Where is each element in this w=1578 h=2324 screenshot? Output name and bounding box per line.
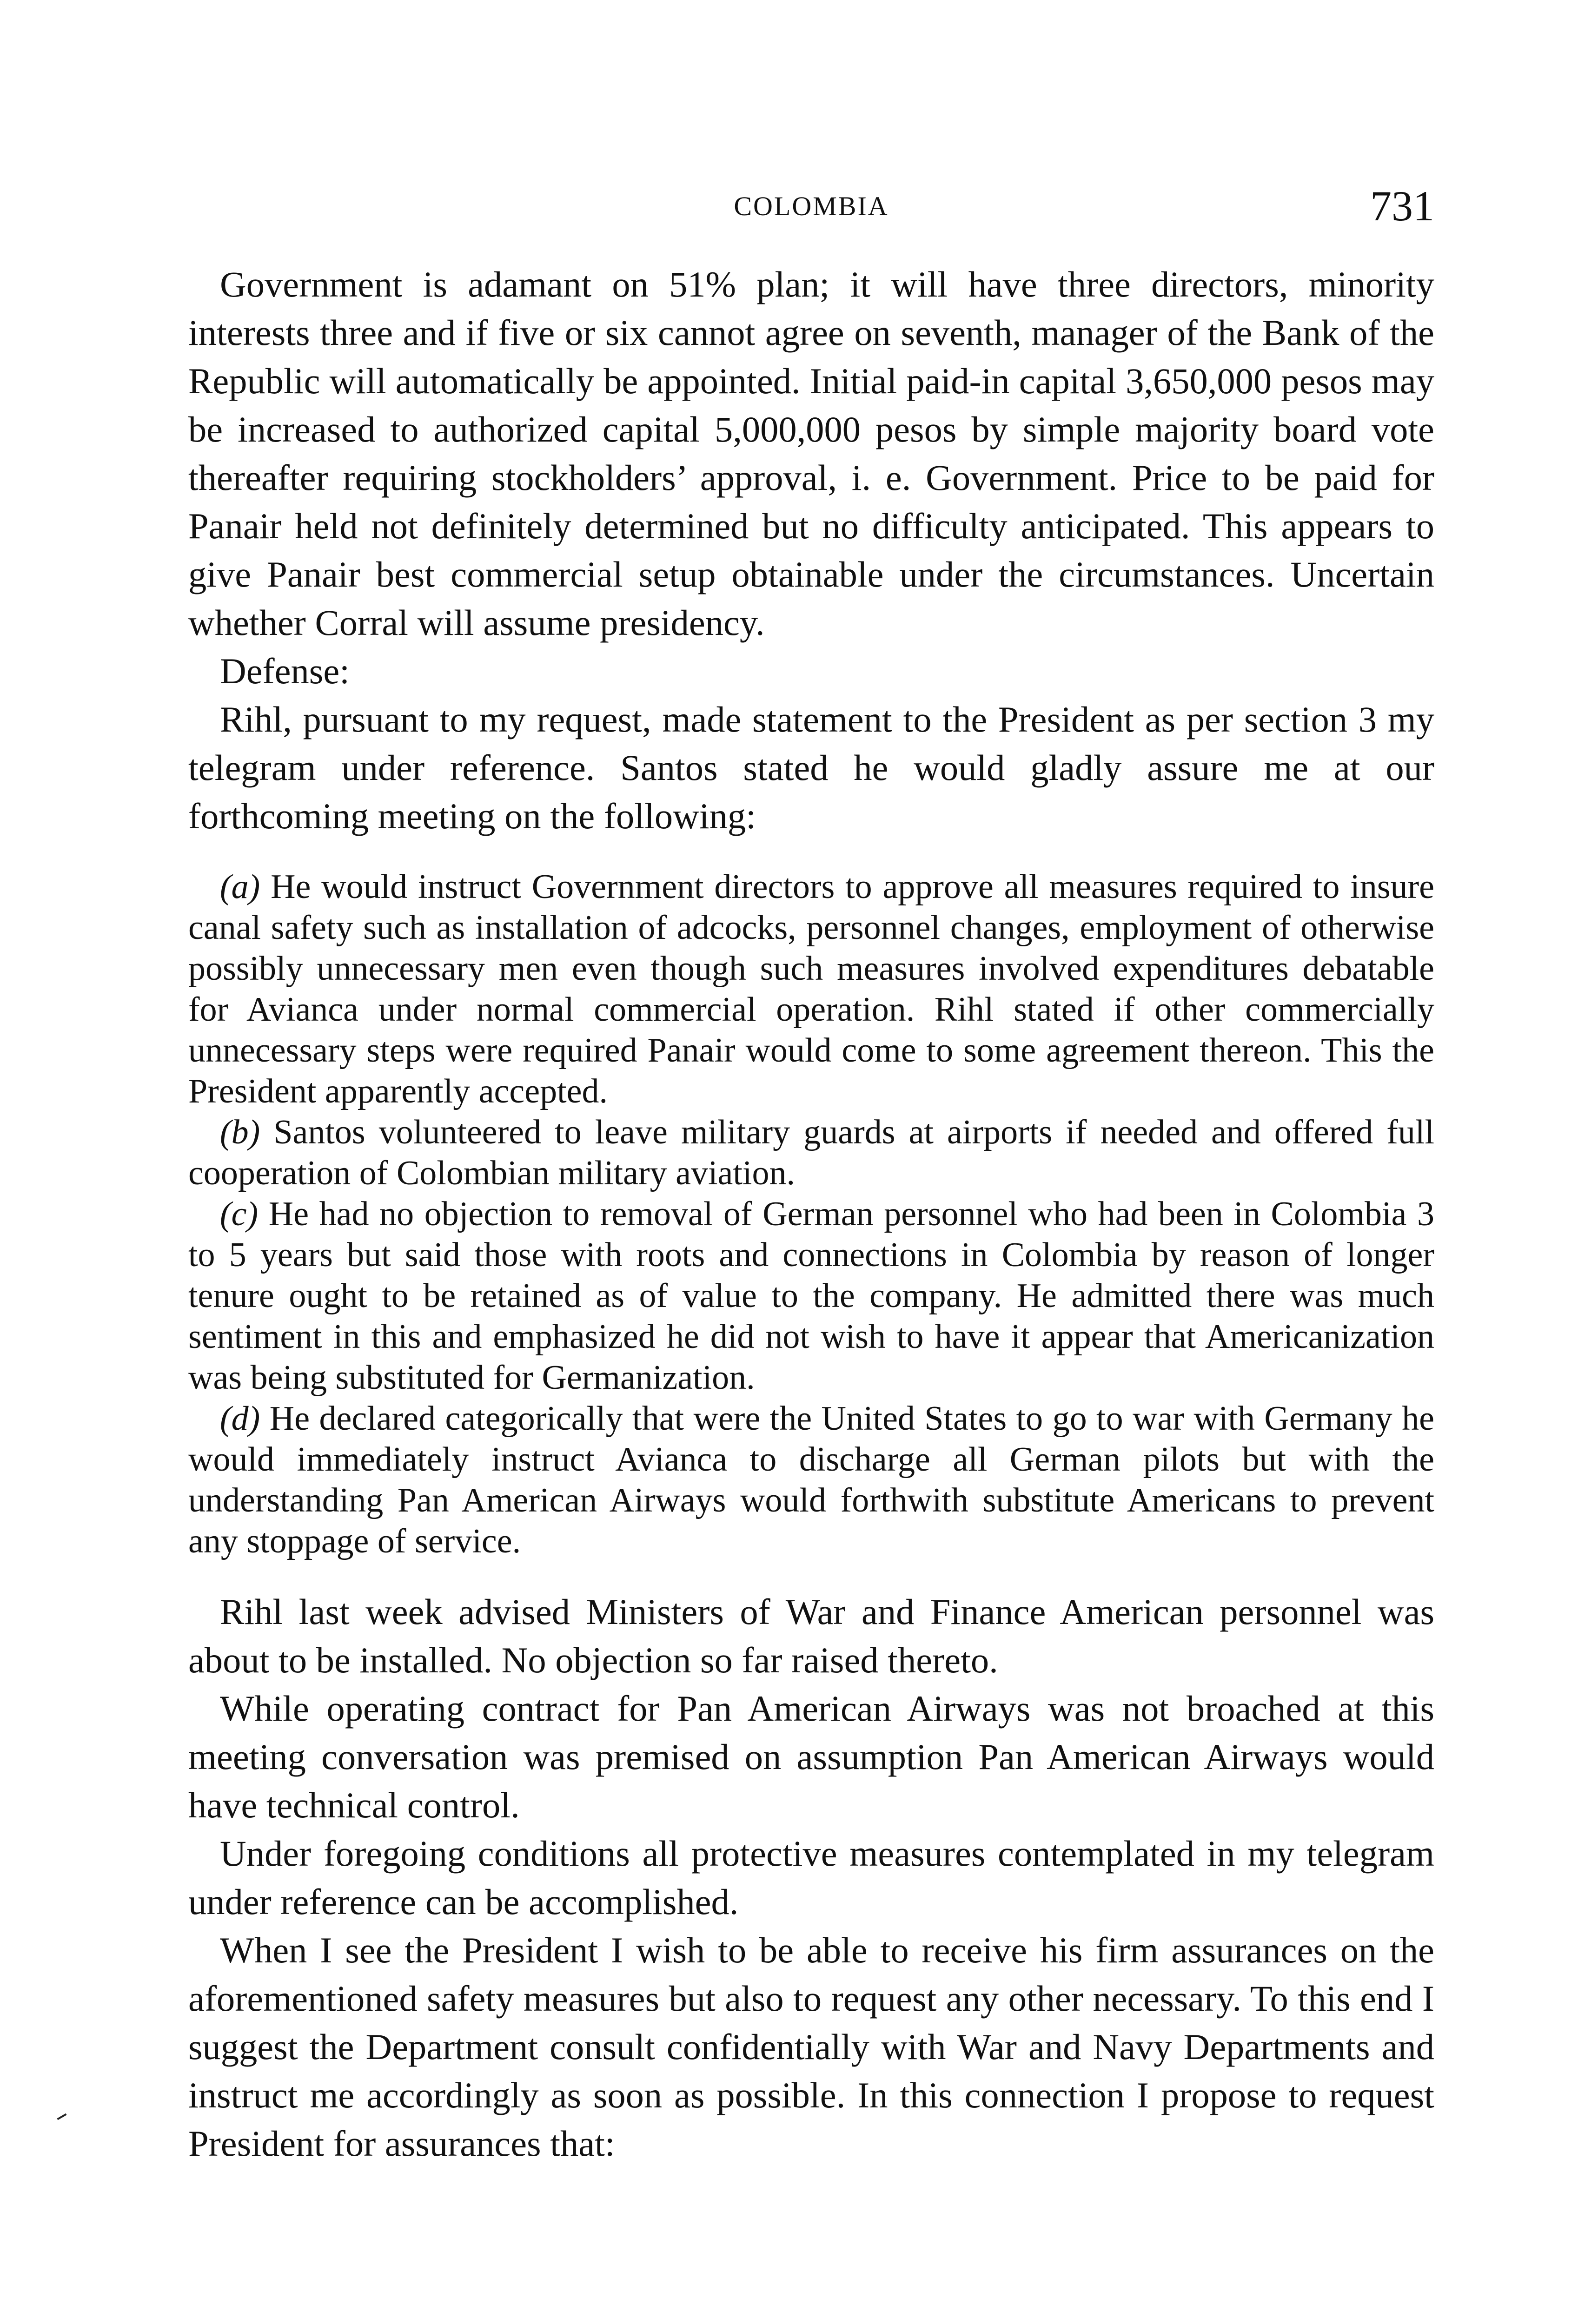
list-marker-d: (d)	[220, 1400, 260, 1438]
list-text-b: Santos volunteered to leave military guards at airports if needed and offered full cooperation of Colombian military aviation.	[188, 1113, 1435, 1192]
running-header	[188, 181, 1434, 232]
margin-mark	[57, 2113, 66, 2120]
defense-heading: Defense:	[220, 651, 350, 691]
paragraph-government-plan: Government is adamant on 51% plan; it will have three directors, minority interests three and if five or six cannot agree on seventh, manager of the Bank of the Republic will automatically be appointed. Initial paid-in capital 3,650,000 pesos may be increased to authorized capital 5,000,000 pesos by simple majority board vote thereafter requiring stockholders’ approval, i. e. Government. Price to be paid for Panair held not definitely determined but no difficulty anticipated. This appears to give Panair best commercial setup obtainable under the circumstances. Uncertain whether Corral will assume presidency.	[188, 264, 1434, 643]
list-item-a	[188, 866, 1434, 1112]
list-item-d	[188, 1398, 1434, 1562]
paragraph-personnel: Rihl last week advised Ministers of War and Finance American personnel was about to be installed. No objection so far raised thereto.	[188, 1591, 1434, 1680]
paragraph-request-assurances: When I see the President I wish to be able to receive his firm assurances on the aforementioned safety measures but also to request any other necessary. To this end I suggest the Department consult confidentially with War and Navy Departments and instruct me accordingly as soon as possible. In this connection I propose to request President for assurances that:	[188, 1930, 1434, 2164]
list-text-d: He declared categorically that were the United States to go to war with Germany he would immediately instruct Avianca to discharge all German pilots but with the understanding Pan American Airways would forthwith substitute Americans to prevent any stoppage of service.	[188, 1400, 1435, 1560]
page-number: 731	[1370, 182, 1434, 230]
list-marker-b: (b)	[220, 1113, 260, 1151]
paragraph-protective-measures: Under foregoing conditions all protective measures contemplated in my telegram under reference can be accomplished.	[188, 1833, 1434, 1922]
list-marker-c: (c)	[220, 1195, 259, 1233]
list-marker-a: (a)	[220, 868, 260, 906]
body-text	[188, 260, 1434, 2168]
list-item-b	[188, 1112, 1434, 1194]
list-text-a: He would instruct Government directors to approve all measures required to insure canal safety such as installation of adcocks, personnel changes, employment of otherwise possibly unnecessary men even though such measures involved expenditures debatable for Avianca under normal commercial operation. Rihl stated if other commercially unnecessary steps were required Panair would come to some agreement thereon. This the President apparently accepted.	[188, 868, 1434, 1110]
paragraph-operating-contract: While operating contract for Pan American Airways was not broached at this meeting conversation was premised on assumption Pan American Airways would have technical control.	[188, 1688, 1434, 1825]
paragraph-rihl-statement: Rihl, pursuant to my request, made statement to the President as per section 3 my telegram under reference. Santos stated he would gladly assure me at our forthcoming meeting on the following:	[188, 699, 1434, 836]
section-title: COLOMBIA	[734, 191, 889, 221]
assurance-list	[188, 866, 1434, 1562]
list-item-c	[188, 1194, 1434, 1398]
list-text-c: He had no objection to removal of German personnel who had been in Colombia 3 to 5 years but said those with roots and connections in Colombia by reason of longer tenure ought to be retained as of value to the company. He admitted there was much sentiment in this and emphasized he did not wish to have it appear that Americanization was being substituted for Germanization.	[188, 1195, 1435, 1397]
